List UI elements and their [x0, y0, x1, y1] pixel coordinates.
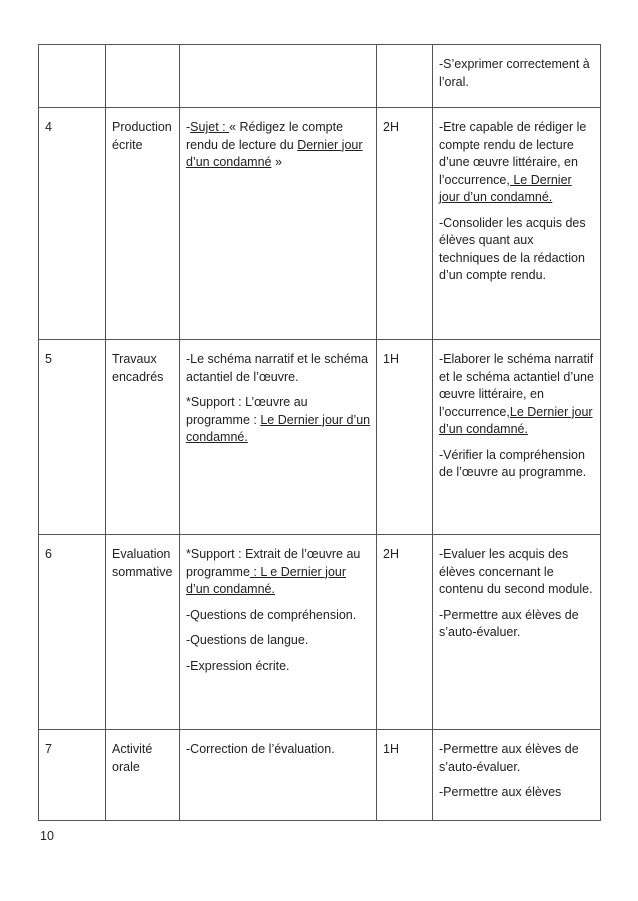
- content-text: Le Dernier jour d’un condamné.: [186, 412, 371, 444]
- content-cell: [180, 730, 377, 821]
- activity-cell: Activité orale: [106, 730, 180, 821]
- objectives-paragraph: [439, 741, 595, 776]
- duration-cell: 2H: [377, 108, 433, 340]
- content-paragraph: [186, 741, 371, 759]
- activity-cell: Evaluation sommative: [106, 535, 180, 730]
- activity-cell: Production écrite: [106, 108, 180, 340]
- objectives-cell: [433, 730, 601, 821]
- objectives-text: -Elaborer le schéma narratif et le schéma actantiel d’une œuvre littéraire, en l’occurrence,: [439, 352, 594, 419]
- content-paragraph: [186, 119, 371, 172]
- objectives-text: -Vérifier la compréhension de l’œuvre au programme.: [439, 447, 587, 479]
- content-text: -: [186, 120, 191, 134]
- content-cell: [180, 45, 377, 108]
- content-paragraph: [186, 546, 371, 599]
- content-text: -Correction de l’évaluation.: [186, 742, 335, 756]
- content-text: : L e Dernier jour d’un condamné.: [186, 564, 347, 596]
- content-paragraph: [186, 607, 371, 625]
- objectives-text: -Permettre aux élèves de s’auto-évaluer.: [439, 742, 579, 774]
- table-row: [39, 535, 601, 730]
- objectives-paragraph: [439, 215, 595, 285]
- content-cell: [180, 535, 377, 730]
- lesson-plan-body: [39, 45, 601, 821]
- objectives-text: -Permettre aux élèves: [439, 785, 562, 799]
- content-text: -Le schéma narratif et le schéma actantiel de l’œuvre.: [186, 352, 369, 384]
- content-text: -Questions de langue.: [186, 633, 309, 647]
- objectives-text: -Consolider les acquis des élèves quant aux techniques de la rédaction d’un compte rendu.: [439, 215, 586, 282]
- lesson-plan-table: [38, 44, 601, 821]
- content-cell: [180, 108, 377, 340]
- objectives-text: -Evaluer les acquis des élèves concernant le contenu du second module.: [439, 547, 593, 596]
- page-number: 10: [40, 829, 54, 843]
- objectives-text: , Le Dernier jour d’un condamné.: [439, 172, 572, 204]
- session-number: 4: [39, 108, 106, 340]
- objectives-paragraph: [439, 546, 595, 599]
- content-paragraph: [186, 658, 371, 676]
- session-number: 5: [39, 340, 106, 535]
- table-row: [39, 108, 601, 340]
- activity-cell: [106, 45, 180, 108]
- duration-cell: [377, 45, 433, 108]
- objectives-paragraph: [439, 447, 595, 482]
- session-number: [39, 45, 106, 108]
- session-number: 6: [39, 535, 106, 730]
- duration-cell: 2H: [377, 535, 433, 730]
- objectives-text: -Permettre aux élèves de s’auto-évaluer.: [439, 607, 579, 639]
- duration-cell: 1H: [377, 340, 433, 535]
- content-cell: [180, 340, 377, 535]
- content-text: *Support : Extrait de l’œuvre au programme: [186, 547, 361, 579]
- content-text: -Questions de compréhension.: [186, 607, 357, 622]
- objectives-paragraph: [439, 351, 595, 439]
- content-text: *Support : L’œuvre au programme :: [186, 395, 308, 427]
- duration-cell: 1H: [377, 730, 433, 821]
- objectives-paragraph: [439, 119, 595, 207]
- content-text: Dernier jour d’un condamné: [186, 137, 363, 169]
- objectives-cell: [433, 340, 601, 535]
- content-paragraph: [186, 394, 371, 447]
- objectives-cell: [433, 535, 601, 730]
- table-row: [39, 730, 601, 821]
- content-text: »: [271, 155, 282, 169]
- objectives-text: -Etre capable de rédiger le compte rendu de lecture d’une œuvre littéraire, en l’occurrence: [439, 120, 587, 187]
- content-paragraph: [186, 351, 371, 386]
- content-text: « Rédigez le compte rendu de lecture du: [186, 120, 344, 152]
- session-number: 7: [39, 730, 106, 821]
- objectives-text: Le Dernier jour d’un condamné.: [439, 404, 593, 436]
- objectives-cell: [433, 108, 601, 340]
- content-text: Sujet :: [190, 120, 230, 134]
- objectives-text: -S’exprimer correctement à l’oral.: [439, 57, 590, 89]
- objectives-paragraph: [439, 784, 595, 802]
- activity-cell: Travaux encadrés: [106, 340, 180, 535]
- objectives-cell: [433, 45, 601, 108]
- content-text: -Expression écrite.: [186, 658, 290, 673]
- objectives-paragraph: [439, 607, 595, 642]
- objectives-paragraph: [439, 56, 595, 91]
- table-row: [39, 45, 601, 108]
- table-row: [39, 340, 601, 535]
- content-paragraph: [186, 632, 371, 650]
